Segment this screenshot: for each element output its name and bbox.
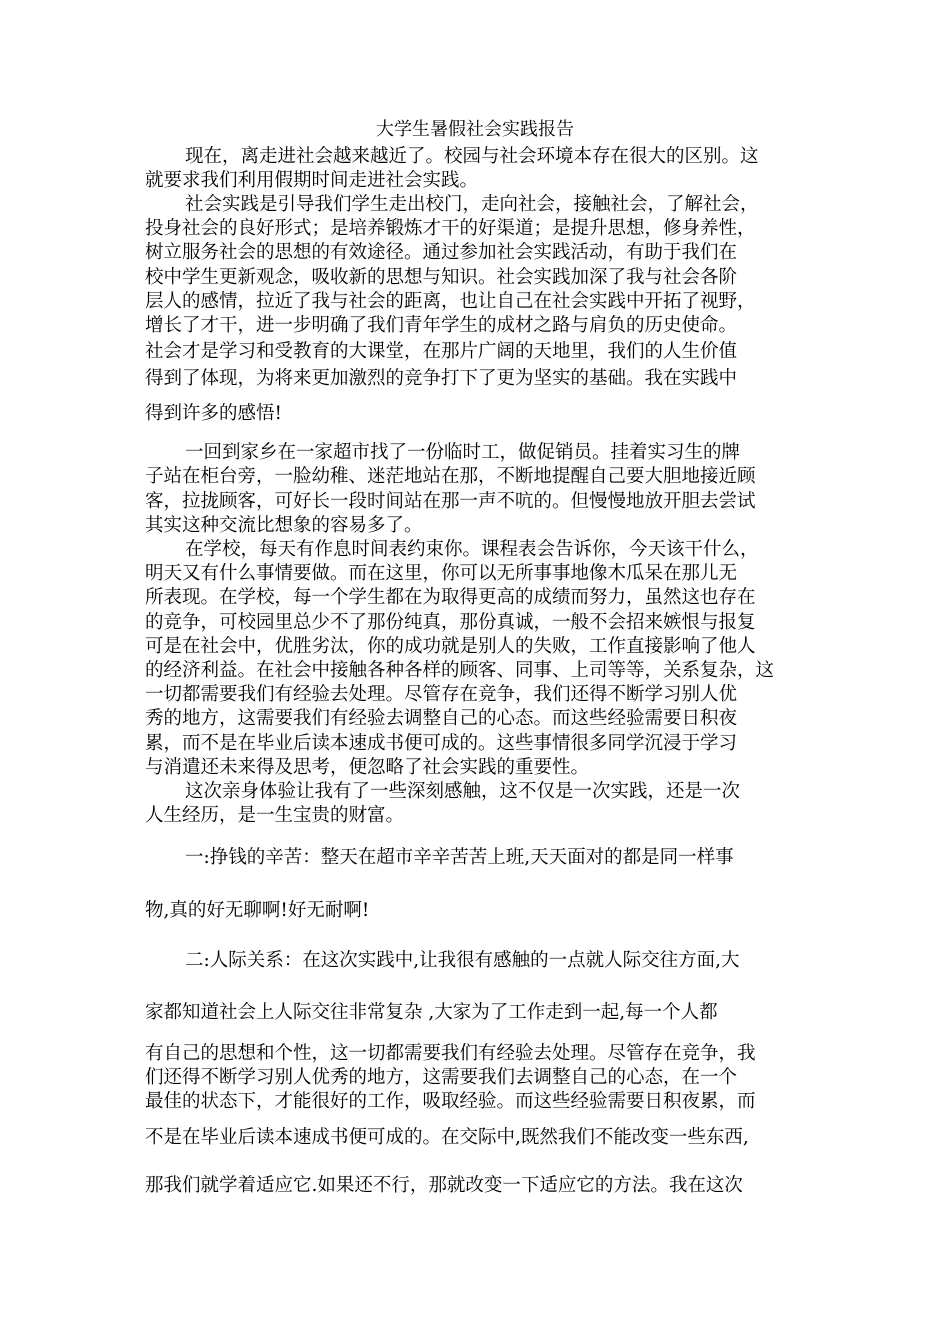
text-line: 得到许多的感悟! bbox=[145, 403, 282, 424]
text-line: 秀的地方，这需要我们有经验去调整自己的心态。而这些经验需要日积夜 bbox=[145, 708, 738, 729]
text-line: 最佳的状态下，才能很好的工作，吸取经验。而这些经验需要日积夜累，而 bbox=[145, 1091, 756, 1112]
text-line: 们还得不断学习别人优秀的地方，这需要我们去调整自己的心态，在一个 bbox=[145, 1067, 738, 1088]
text-line: 与消遣还未来得及思考，便忽略了社会实践的重要性。 bbox=[145, 757, 590, 778]
text-line: 家都知道社会上人际交往非常复杂 ,大家为了工作走到一起,每一个人都 bbox=[145, 1002, 718, 1023]
text-line: 增长了才干，进一步明确了我们青年学生的成材之路与肩负的历史使命。 bbox=[145, 315, 738, 336]
text-line: 社会实践是引导我们学生走出校门，走向社会，接触社会，了解社会， bbox=[185, 194, 759, 215]
text-line: 树立服务社会的思想的有效途径。通过参加社会实践活动，有助于我们在 bbox=[145, 242, 738, 263]
text-line: 不是在毕业后读本速成书便可成的。在交际中,既然我们不能改变一些东西, bbox=[145, 1127, 749, 1148]
text-line: 现在，离走进社会越来越近了。校园与社会环境本存在很大的区别。这 bbox=[185, 146, 759, 167]
text-line: 这次亲身体验让我有了一些深刻感触，这不仅是一次实践，还是一次 bbox=[185, 781, 741, 802]
text-line: 明天又有什么事情要做。而在这里，你可以无所事事地像木瓜呆在那儿无 bbox=[145, 563, 738, 584]
text-line: 层人的感情，拉近了我与社会的距离，也让自己在社会实践中开拓了视野， bbox=[145, 291, 756, 312]
text-line: 在学校，每天有作息时间表约束你。课程表会告诉你，今天该干什么， bbox=[185, 539, 759, 560]
text-line: 客，拉拢顾客，可好长一段时间站在那一声不吭的。但慢慢地放开胆去尝试 bbox=[145, 491, 756, 512]
text-line: 所表现。在学校，每一个学生都在为取得更高的成绩而努力，虽然这也存在 bbox=[145, 587, 756, 608]
text-line: 二:人际关系：在这次实践中,让我很有感触的一点就人际交往方面,大 bbox=[185, 950, 740, 971]
text-line: 可是在社会中，优胜劣汰，你的成功就是别人的失败，工作直接影响了他人 bbox=[145, 636, 756, 657]
text-line: 那我们就学着适应它.如果还不行，那就改变一下适应它的方法。我在这次 bbox=[145, 1175, 743, 1196]
text-line: 一切都需要我们有经验去处理。尽管存在竞争，我们还得不断学习别人优 bbox=[145, 684, 738, 705]
text-line: 子站在柜台旁，一脸幼稚、迷茫地站在那，不断地提醒自己要大胆地接近顾 bbox=[145, 466, 756, 487]
text-line: 累，而不是在毕业后读本速成书便可成的。这些事情很多同学沉浸于学习 bbox=[145, 733, 738, 754]
text-line: 的经济利益。在社会中接触各种各样的顾客、同事、上司等等，关系复杂，这 bbox=[145, 660, 775, 681]
text-line: 就要求我们利用假期时间走进社会实践。 bbox=[145, 170, 479, 191]
text-line: 其实这种交流比想象的容易多了。 bbox=[145, 515, 423, 536]
text-line: 的竞争，可校园里总少不了那份纯真，那份真诚，一般不会招来嫉恨与报复 bbox=[145, 612, 756, 633]
text-line: 一:挣钱的辛苦：整天在超市辛辛苦苦上班,天天面对的都是同一样事 bbox=[185, 847, 734, 868]
text-line: 社会才是学习和受教育的大课堂，在那片广阔的天地里，我们的人生价值 bbox=[145, 341, 738, 362]
text-line: 校中学生更新观念，吸收新的思想与知识。社会实践加深了我与社会各阶 bbox=[145, 267, 738, 288]
text-line: 人生经历，是一生宝贵的财富。 bbox=[145, 805, 405, 826]
text-line: 投身社会的良好形式；是培养锻炼才干的好渠道；是提升思想，修身养性， bbox=[145, 218, 756, 239]
text-line: 物,真的好无聊啊!好无耐啊! bbox=[145, 900, 370, 921]
document-title: 大学生暑假社会实践报告 bbox=[376, 119, 574, 140]
text-line: 一回到家乡在一家超市找了一份临时工，做促销员。挂着实习生的牌 bbox=[185, 442, 741, 463]
text-line: 得到了体现，为将来更加激烈的竞争打下了更为坚实的基础。我在实践中 bbox=[145, 368, 738, 389]
text-line: 有自己的思想和个性，这一切都需要我们有经验去处理。尽管存在竞争，我 bbox=[145, 1043, 756, 1064]
